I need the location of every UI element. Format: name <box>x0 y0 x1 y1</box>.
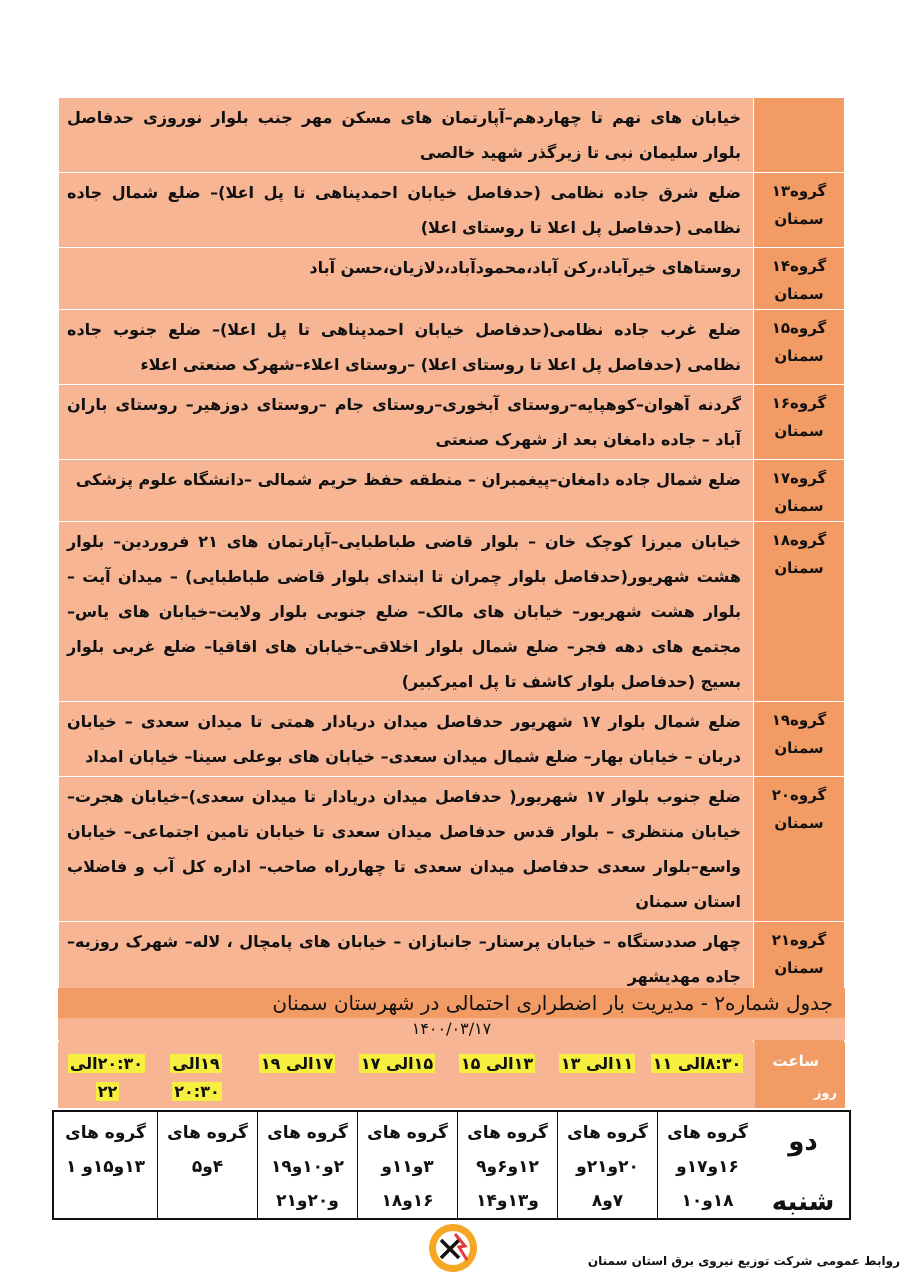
time-header-label: ساعت <box>772 1052 819 1070</box>
group-areas: چهار صددستگاه – خیابان پرستار– جانبازان – خیابان های پامچال ، لاله– شهرک روزیه–جاده مهدیشهر <box>59 922 754 1062</box>
day-group-cell: گروه های ۱۲و۶و۹ و۱۳و۱۴ <box>457 1112 557 1218</box>
schedule-row <box>59 385 845 460</box>
schedule-row <box>59 777 845 922</box>
footer-publisher: روابط عمومی شرکت توزیع نیروی برق استان سمنان <box>587 1254 900 1268</box>
company-logo-icon <box>425 1220 481 1276</box>
group-areas: گردنه آهوان–کوهپایه–روستای آبخوری–روستای جام –روستای دوزهیر– روستای باران آباد – جاده دامغان بعد از شهرک صنعتی <box>59 385 754 460</box>
day-group-cell: گروه های ۲۰و۲۱و ۷و۸ <box>557 1112 657 1218</box>
group-label: گروه۲۱ سمنان <box>754 922 845 1062</box>
schedule-row <box>59 460 845 522</box>
group-label: گروه۱۳ سمنان <box>754 173 845 248</box>
day-group-cell: گروه های ۲و۱۰و۱۹ و۲۰و۲۱ <box>257 1112 357 1218</box>
time-slot: ۱۵الی ۱۷ <box>360 1054 434 1073</box>
schedule-row <box>59 310 845 385</box>
table-title: جدول شماره۲ - مدیریت بار اضطراری احتمالی در شهرستان سمنان <box>58 988 845 1018</box>
group-areas: روستاهای خیرآباد،رکن آباد،محمودآباد،دلازیان،حسن آباد <box>59 248 754 310</box>
time-slot: ۱۷الی ۱۹ <box>260 1054 334 1073</box>
group-label: گروه۱۴ سمنان <box>754 248 845 310</box>
group-label: گروه۲۰ سمنان <box>754 777 845 922</box>
day-group-cell: گروه های ۴و۵ <box>157 1112 257 1218</box>
group-areas: خیابان های نهم تا چهاردهم–آپارتمان های مسکن مهر جنب بلوار نوروزی حدفاصل بلوار سلیمان نبی تا زیرگذر شهید خالصی <box>59 98 754 173</box>
group-areas: ضلع جنوب بلوار ۱۷ شهریور( حدفاصل میدان دریادار تا میدان سعدی)–خیابان هجرت–خیابان منتظری – بلوار قدس حدفاصل میدان سعدی تا خیابان تامین اجتماعی– خیابان واسع–بلوار سعدی حدفاصل میدان سعدی تا چهارراه صاحب– اداره کل آب و فاضلاب استان سمنان <box>59 777 754 922</box>
group-label: گروه۱۶ سمنان <box>754 385 845 460</box>
group-areas: ضلع شرق جاده نظامی (حدفاصل خیابان احمدپناهی تا پل اعلا)– ضلع شمال جاده نظامی (حدفاصل پل اعلا تا روستای اعلا) <box>59 173 754 248</box>
time-slot: ۱۳الی ۱۵ <box>460 1054 534 1073</box>
schedule-row <box>59 248 845 310</box>
day-group-cell: گروه های ۱۶و۱۷و ۱۸و۱۰ <box>657 1112 757 1218</box>
hours-header-row <box>58 1042 845 1108</box>
schedule-row <box>59 173 845 248</box>
group-label: گروه۱۵ سمنان <box>754 310 845 385</box>
day-header-label: روز <box>813 1086 837 1101</box>
group-areas: ضلع شمال بلوار ۱۷ شهریور حدفاصل میدان دریادار همتی تا میدان سعدی – خیابان دربان – خیابان بهار– ضلع شمال میدان سعدی– خیابان های بوعلی سینا– خیابان امداد <box>59 702 754 777</box>
day-group-cell: گروه های ۳و۱۱و ۱۶و۱۸ <box>357 1112 457 1218</box>
date-label: ۱۴۰۰/۰۳/۱۷ <box>58 1018 845 1040</box>
group-label: گروه۱۸ سمنان <box>754 522 845 702</box>
day-group-cell: گروه های ۱۳و۱۵و ۱ <box>65 1123 146 1177</box>
day-name: دو شنبه <box>771 1127 835 1217</box>
day-schedule-row <box>52 1110 851 1220</box>
group-areas: ضلع غرب جاده نظامی(حدفاصل خیابان احمدپناهی تا پل اعلا)– ضلع جنوب جاده نظامی (حدفاصل پل اعلا تا روستای اعلا) –روستای اعلاء–شهرک صنعتی اعلاء <box>59 310 754 385</box>
group-areas: ضلع شمال جاده دامغان–پیغمبران – منطقه حفظ حریم شمالی –دانشگاه علوم پزشکی <box>59 460 754 522</box>
group-label: گروه۱۷ سمنان <box>754 460 845 522</box>
group-label <box>754 98 845 173</box>
schedule-row <box>59 702 845 777</box>
schedule-row <box>59 98 845 173</box>
time-slot: ۱۱الی ۱۳ <box>560 1054 634 1073</box>
group-label: گروه۱۹ سمنان <box>754 702 845 777</box>
area-schedule-table <box>58 97 845 1062</box>
time-day-header-cell <box>755 1042 845 1108</box>
time-slot: ۸:۳۰الی ۱۱ <box>652 1054 742 1073</box>
group-areas: خیابان میرزا کوچک خان – بلوار قاضی طباطبایی–آپارتمان های ۲۱ فروردین– بلوار هشت شهریور(حدفاصل بلوار چمران تا ابتدای بلوار قاضی طباطبایی) – میدان آیت – بلوار هشت شهریور– خیابان های مالک– ضلع جنوبی بلوار ولایت–خیابان های یاس– مجتمع های دهه فجر– ضلع شمال بلوار اخلاقی–خیابان های اقاقیا– ضلع غربی بلوار بسیج (حدفاصل بلوار کاشف تا پل امیرکبیر) <box>59 522 754 702</box>
schedule-row <box>59 522 845 702</box>
time-slot: ۱۹الی ۲۰:۳۰ <box>172 1054 220 1101</box>
time-slot: ۲۰:۳۰الی ۲۲ <box>69 1054 144 1101</box>
